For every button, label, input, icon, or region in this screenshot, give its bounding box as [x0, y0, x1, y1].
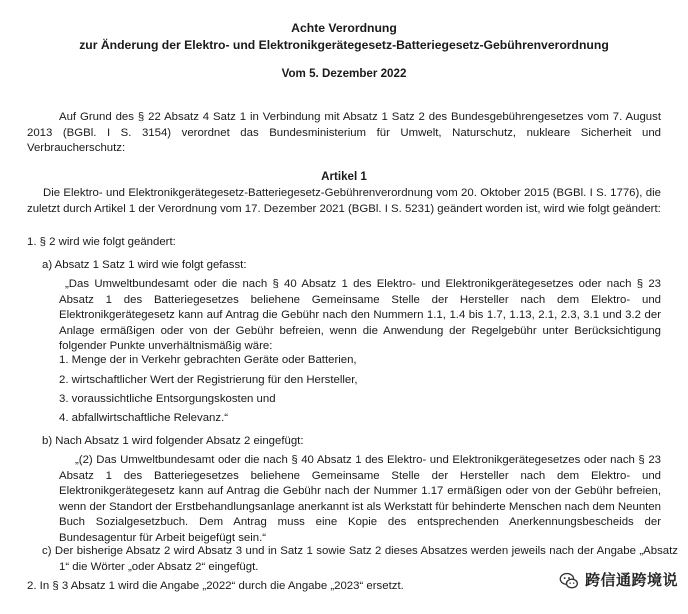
amendment-item-1: 1. § 2 wird wie folgt geändert:	[27, 236, 176, 248]
preamble-paragraph: Auf Grund des § 22 Absatz 4 Satz 1 in Verbindung mit Absatz 1 Satz 2 des Bundesgebührengesetzes vom 7. August 2013 (BGBl. I S. 3154) verordnet das Bundesministerium für Umwelt, Naturschutz, nukleare Sicherheit und Verbraucherschutz:	[27, 111, 661, 155]
document-date: Vom 5. Dezember 2022	[281, 67, 407, 80]
document-title: Achte Verordnung	[291, 21, 397, 35]
criterion-1: 1. Menge der in Verkehr gebrachten Geräte oder Batterien,	[59, 354, 357, 366]
article-heading: Artikel 1	[321, 170, 367, 183]
quoted-paragraph-2: „(2) Das Umweltbundesamt oder die nach § 40 Absatz 1 des Elektro- und Elektronikgerätegesetzes oder nach § 23 Absatz 1 des Batteriegesetzes beliehene Gemeinsame Stelle der Hersteller nach dem Elektro- und Elektronikgerätegesetz kann auf Antrag die Gebühr nach der Nummer 1.17 ermäßigen oder von der Gebühr befreien, wenn der Standort der Erstbehandlungsanlage anerkannt ist als Werkstatt für behinderte Menschen nach dem Neunten Buch Sozialgesetzbuch. Dem Antrag muss eine Kopie des entsprechenden Anerkennungsbescheids der Bundesagentur für Arbeit beigefügt sein.“	[59, 454, 661, 544]
amendment-item-1a: a) Absatz 1 Satz 1 wird wie folgt gefasst:	[42, 259, 247, 271]
criterion-4: 4. abfallwirtschaftliche Relevanz.“	[59, 412, 229, 424]
quoted-paragraph-1: „Das Umweltbundesamt oder die nach § 40 Absatz 1 des Elektro- und Elektronikgerätegesetzes oder nach § 23 Absatz 1 des Batteriegesetzes beliehene Gemeinsame Stelle der Hersteller nach dem Elektro- und Elektronikgerätegesetz kann auf Antrag die Gebühr nach den Nummern 1.1, 1.4 bis 1.7, 1.13, 2.1, 2.3, 3.1 und 3.2 der Anlage ermäßigen oder von der Gebühr befreien, wenn die Anwendung der Regelgebühr unter Berücksichtigung folgender Punkte unverhältnismäßig wäre:	[59, 278, 661, 353]
amendment-item-1b: b) Nach Absatz 1 wird folgender Absatz 2 eingefügt:	[42, 435, 304, 447]
criterion-2: 2. wirtschaftlicher Wert der Registrierung für den Hersteller,	[59, 374, 358, 386]
document-subtitle: zur Änderung der Elektro- und Elektronikgerätegesetz-Batteriegesetz-Gebührenverordnung	[79, 38, 609, 52]
wechat-icon	[559, 571, 579, 591]
watermark	[559, 569, 678, 593]
amendment-item-2: 2. In § 3 Absatz 1 wird die Angabe „2022“ durch die Angabe „2023“ ersetzt.	[27, 580, 404, 592]
amendment-item-1c: c) Der bisherige Absatz 2 wird Absatz 3 und in Satz 1 sowie Satz 2 dieses Absatzes werden jeweils nach der Angabe „Absatz 1“ die Wörter „oder Absatz 2“ eingefügt.	[42, 545, 678, 573]
article-intro-paragraph: Die Elektro- und Elektronikgerätegesetz-Batteriegesetz-Gebührenverordnung vom 20. Oktober 2015 (BGBl. I S. 1776), die zuletzt durch Artikel 1 der Verordnung vom 17. Dezember 2021 (BGBl. I S. 5231) geändert worden ist, wird wie folgt geändert:	[27, 187, 661, 215]
watermark-text: 跨信通跨境说	[584, 571, 678, 590]
criterion-3: 3. voraussichtliche Entsorgungskosten und	[59, 393, 276, 405]
